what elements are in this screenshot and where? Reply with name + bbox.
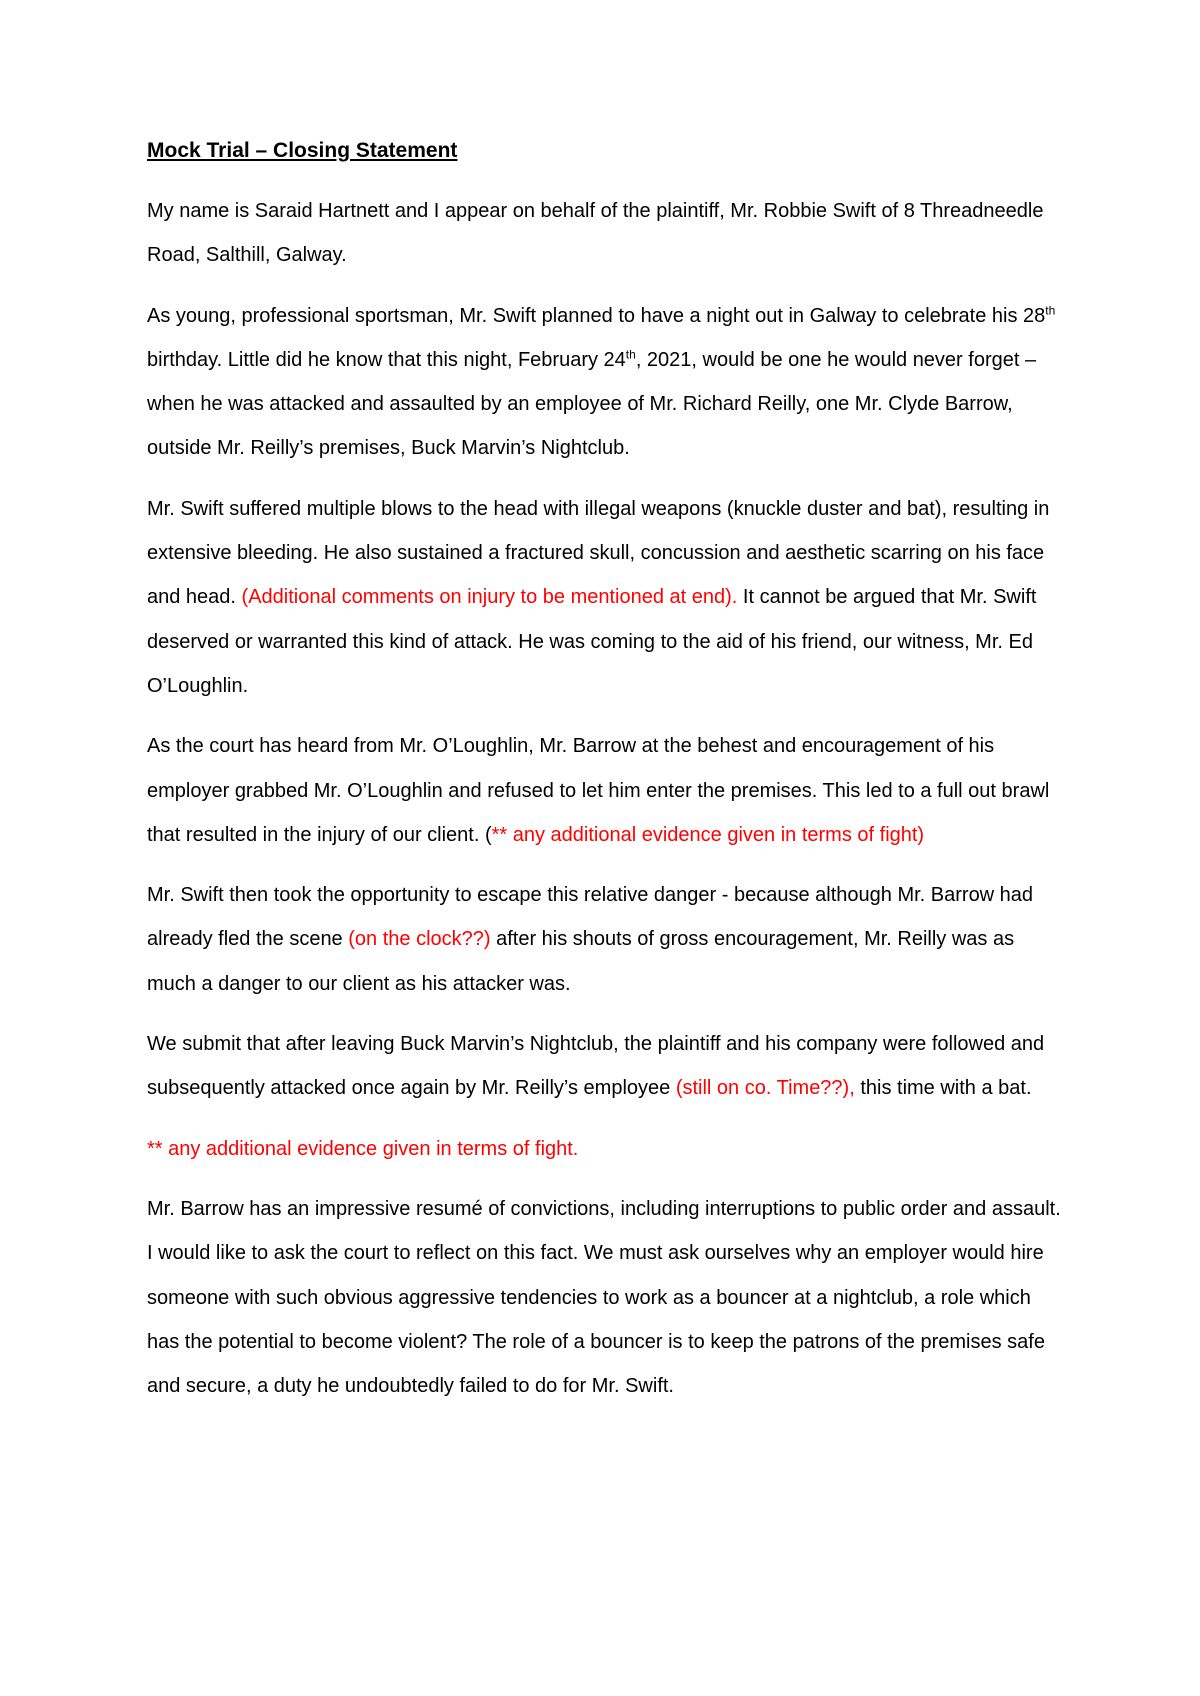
annotation-note: (still on co. Time??),	[675, 1077, 855, 1100]
text-segment: birthday. Little did he know that this night, February 24	[147, 348, 626, 371]
text-segment: Mr. Swift suffered multiple blows to the head with illegal weapons (knuckle duster and bat), resulting in extensive bleeding. He also sustained a fractured skull, concussion and aesthetic scarring on his face and head.	[147, 497, 1050, 609]
annotation-note: (Additional comments on injury to be mentioned at end).	[241, 586, 738, 609]
annotation-note: ** any additional evidence given in terms of fight)	[491, 823, 925, 846]
paragraph-introduction: My name is Saraid Hartnett and I appear on behalf of the plaintiff, Mr. Robbie Swift of 8 Threadneedle Road, Salthill, Galway.	[147, 200, 1044, 267]
superscript-ordinal: th	[625, 347, 636, 362]
paragraph-convictions: Mr. Barrow has an impressive resumé of convictions, including interruptions to public order and assault. I would like to ask the court to reflect on this fact. We must ask ourselves why an employer would hire someone with such obvious aggressive tendencies to work as a bouncer at a nightclub, a role which has the potential to become violent? The role of a bouncer is to keep the patrons of the premises safe and secure, a duty he undoubtedly failed to do for Mr. Swift.	[147, 1197, 1061, 1398]
text-segment: after his shouts of gross encouragement, Mr. Reilly was as much a danger to our client as his attacker was.	[147, 928, 1015, 995]
text-segment: It cannot be argued that Mr. Swift deserved or warranted this kind of attack. He was coming to the aid of his friend, our witness, Mr. Ed O’Loughlin.	[147, 586, 1037, 697]
text-segment: As young, professional sportsman, Mr. Swift planned to have a night out in Galway to celebrate his 28	[147, 304, 1046, 327]
text-segment: As the court has heard from Mr. O’Loughlin, Mr. Barrow at the behest and encouragement of his employer grabbed Mr. O’Loughlin and refused to let him enter the premises. This led to a full out brawl that resulted in the injury of our client. (	[147, 735, 1050, 846]
paragraph-background	[147, 294, 1062, 471]
paragraph-second-attack	[147, 1022, 1062, 1111]
document-title: Mock Trial – Closing Statement	[147, 139, 458, 162]
paragraph-annotation: ** any additional evidence given in terms of fight.	[147, 1137, 579, 1160]
paragraph-escape	[147, 873, 1062, 1006]
annotation-note: (on the clock??)	[348, 928, 491, 951]
document-body	[147, 136, 1062, 1424]
superscript-ordinal: th	[1045, 302, 1056, 317]
paragraph-injuries	[147, 487, 1062, 708]
text-segment: We submit that after leaving Buck Marvin’s Nightclub, the plaintiff and his company were followed and subsequently attacked once again by Mr. Reilly’s employee	[147, 1033, 1045, 1100]
paragraph-testimony	[147, 724, 1062, 857]
text-segment: this time with a bat.	[854, 1077, 1032, 1100]
text-segment: , 2021, would be one he would never forget – when he was attacked and assaulted by an employee of Mr. Richard Reilly, one Mr. Clyde Barrow, outside Mr. Reilly’s premises, Buck Marvin’s Nightclub.	[147, 348, 1037, 460]
text-segment: Mr. Swift then took the opportunity to escape this relative danger - because although Mr. Barrow had already fled the scene	[147, 884, 1034, 951]
